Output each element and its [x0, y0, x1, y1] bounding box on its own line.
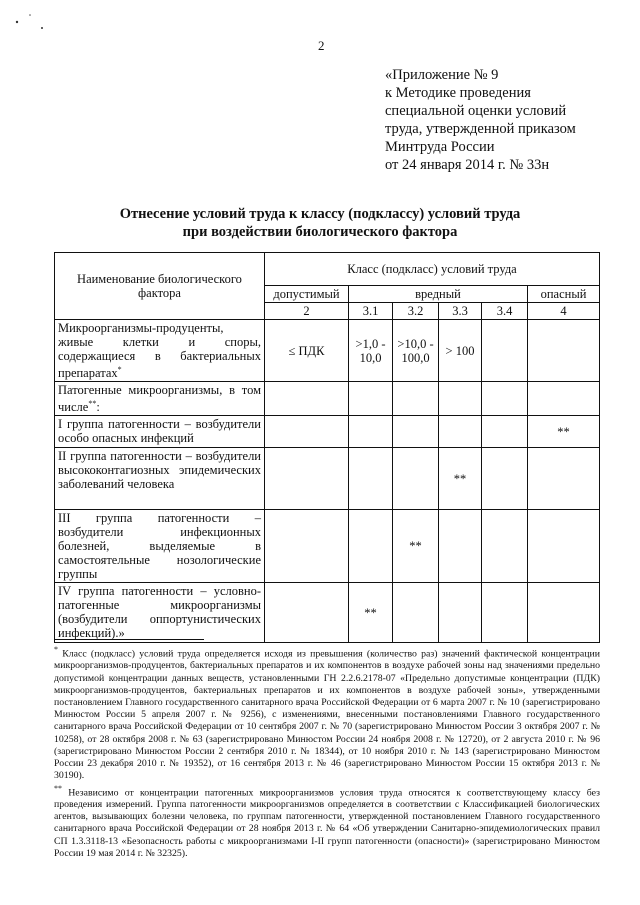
cell-4 [528, 510, 600, 583]
cell-3-1 [349, 416, 393, 448]
cell-4 [528, 583, 600, 643]
appendix-heading [385, 66, 576, 174]
cell-3-2: >10,0 - 100,0 [393, 320, 439, 382]
cell-4: ** [528, 416, 600, 448]
scan-specks [14, 8, 74, 38]
cell-2 [265, 416, 349, 448]
table-row [55, 382, 600, 416]
header-dangerous: опасный [528, 286, 600, 303]
cell-3-1 [349, 448, 393, 510]
cell-4 [528, 320, 600, 382]
cell-3-4 [482, 416, 528, 448]
cell-2 [265, 583, 349, 643]
factor-name: III группа патогенности – возбудители инфекционных болезней, выделяемые в самостоятельные нозологические группы [55, 510, 265, 583]
factor-name: II группа патогенности – возбудители высококонтагиозных эпидемических заболеваний человека [55, 448, 265, 510]
table-row [55, 320, 600, 382]
header-factor: Наименование биологического фактора [55, 253, 265, 320]
cell-3-2 [393, 583, 439, 643]
classification-table [54, 252, 600, 643]
col-3-3: 3.3 [439, 303, 482, 320]
cell-3-4 [482, 320, 528, 382]
col-4: 4 [528, 303, 600, 320]
factor-name: IV группа патогенности – условно-патогенные микроорганизмы (возбудители оппортунистических инфекций).» [55, 583, 265, 643]
document-title [0, 205, 640, 241]
appendix-line: труда, утвержденной приказом [385, 121, 576, 137]
cell-2 [265, 510, 349, 583]
cell-3-4 [482, 510, 528, 583]
cell-3-1 [349, 510, 393, 583]
cell-3-2: ** [393, 510, 439, 583]
cell-2 [265, 448, 349, 510]
factor-name: Патогенные микроорганизмы, в том числе**: [55, 382, 265, 416]
cell-3-3 [439, 416, 482, 448]
cell-3-2 [393, 448, 439, 510]
col-3-1: 3.1 [349, 303, 393, 320]
footnote-2: ** Независимо от концентрации патогенных микроорганизмов условия труда относятся к соответствующему классу без проведения измерений. Группа патогенности микроорганизмов определяется в соответствии с Классификацией биологических агентов, вызывающих болезни человека, по группам патогенности, утвержденной постановлением Главного государственного санитарного врача Российской Федерации от 28 ноября 2013 г. № 64 «Об утверждении Санитарно-эпидемиологических правил СП 1.3.3118-13 «Безопасность работы с микроорганизмами I-II групп патогенности (опасности)» (зарегистрировано Минюстом России 19 мая 2014 г. № 32325). [54, 783, 600, 859]
appendix-line: от 24 января 2014 г. № 33н [385, 157, 550, 173]
cell-3-3 [439, 583, 482, 643]
cell-2: ≤ ПДК [265, 320, 349, 382]
footnotes [54, 644, 600, 860]
title-line: при воздействии биологического фактора [182, 224, 458, 240]
footnote-divider [54, 639, 204, 640]
cell-3-4 [482, 583, 528, 643]
cell-3-4 [482, 382, 528, 416]
footnote-1: * Класс (подкласс) условий труда определяется исходя из превышения (количество раз) значений фактической концентрации микроорганизмов-продуцентов, бактериальных препаратов и их компонентов в воздухе рабочей зоны над значениями предельно допустимой концентрации данных веществ, установленными ГН 2.2.6.2178-07 «Предельно допустимые концентрации (ПДК) микроорганизмов-продуцентов, бактериальных препаратов и их компонентов в воздухе рабочей зоны», утвержденными постановлением Главного государственного санитарного врача Российской Федерации от 6 марта 2007 г. № 10 (зарегистрировано Минюстом России 5 апреля 2007 г. № 9256), с изменениями, внесенными постановлениями Главного государственного санитарного врача Российской Федерации от 10 сентября 2007 г. № 70 (зарегистрировано Минюстом России 3 октября 2007 г. № 10258), от 28 октября 2008 г. № 63 (зарегистрировано Минюстом России 24 ноября 2008 г. № 12720), от 2 августа 2010 г. № 96 (зарегистрировано Минюстом России 2 сентября 2010 г. № 18344), от 10 ноября 2010 г. № 143 (зарегистрировано Минюстом России 23 декабря 2010 г. № 19352), от 16 сентября 2013 г. № 46 (зарегистрировано Минюстом России 15 октября 2013 г. № 30190). [54, 645, 601, 782]
header-harmful: вредный [349, 286, 528, 303]
table-row [55, 416, 600, 448]
cell-3-2 [393, 416, 439, 448]
cell-3-3: > 100 [439, 320, 482, 382]
appendix-line: к Методике проведения [385, 85, 531, 101]
header-allowed: допустимый [265, 286, 349, 303]
appendix-line: «Приложение № 9 [385, 67, 499, 83]
page-number: 2 [318, 38, 325, 53]
cell-3-3 [439, 510, 482, 583]
factor-name: Микроорганизмы-продуценты, живые клетки и споры, содержащиеся в бактериальных препаратах* [55, 320, 265, 382]
table-row [55, 448, 600, 510]
cell-3-2 [393, 382, 439, 416]
table-row [55, 510, 600, 583]
appendix-line: Минтруда России [385, 139, 495, 155]
table-row [55, 583, 600, 643]
cell-3-4 [482, 448, 528, 510]
col-3-2: 3.2 [393, 303, 439, 320]
cell-3-1: >1,0 - 10,0 [349, 320, 393, 382]
cell-3-1: ** [349, 583, 393, 643]
factor-name: I группа патогенности – возбудители особо опасных инфекций [55, 416, 265, 448]
cell-4 [528, 448, 600, 510]
col-3-4: 3.4 [482, 303, 528, 320]
cell-2 [265, 382, 349, 416]
cell-3-3 [439, 382, 482, 416]
cell-3-1 [349, 382, 393, 416]
cell-3-3: ** [439, 448, 482, 510]
title-line: Отнесение условий труда к классу (подклассу) условий труда [119, 206, 521, 222]
cell-4 [528, 382, 600, 416]
col-2: 2 [265, 303, 349, 320]
header-class: Класс (подкласс) условий труда [265, 253, 600, 286]
appendix-line: специальной оценки условий [385, 103, 567, 119]
